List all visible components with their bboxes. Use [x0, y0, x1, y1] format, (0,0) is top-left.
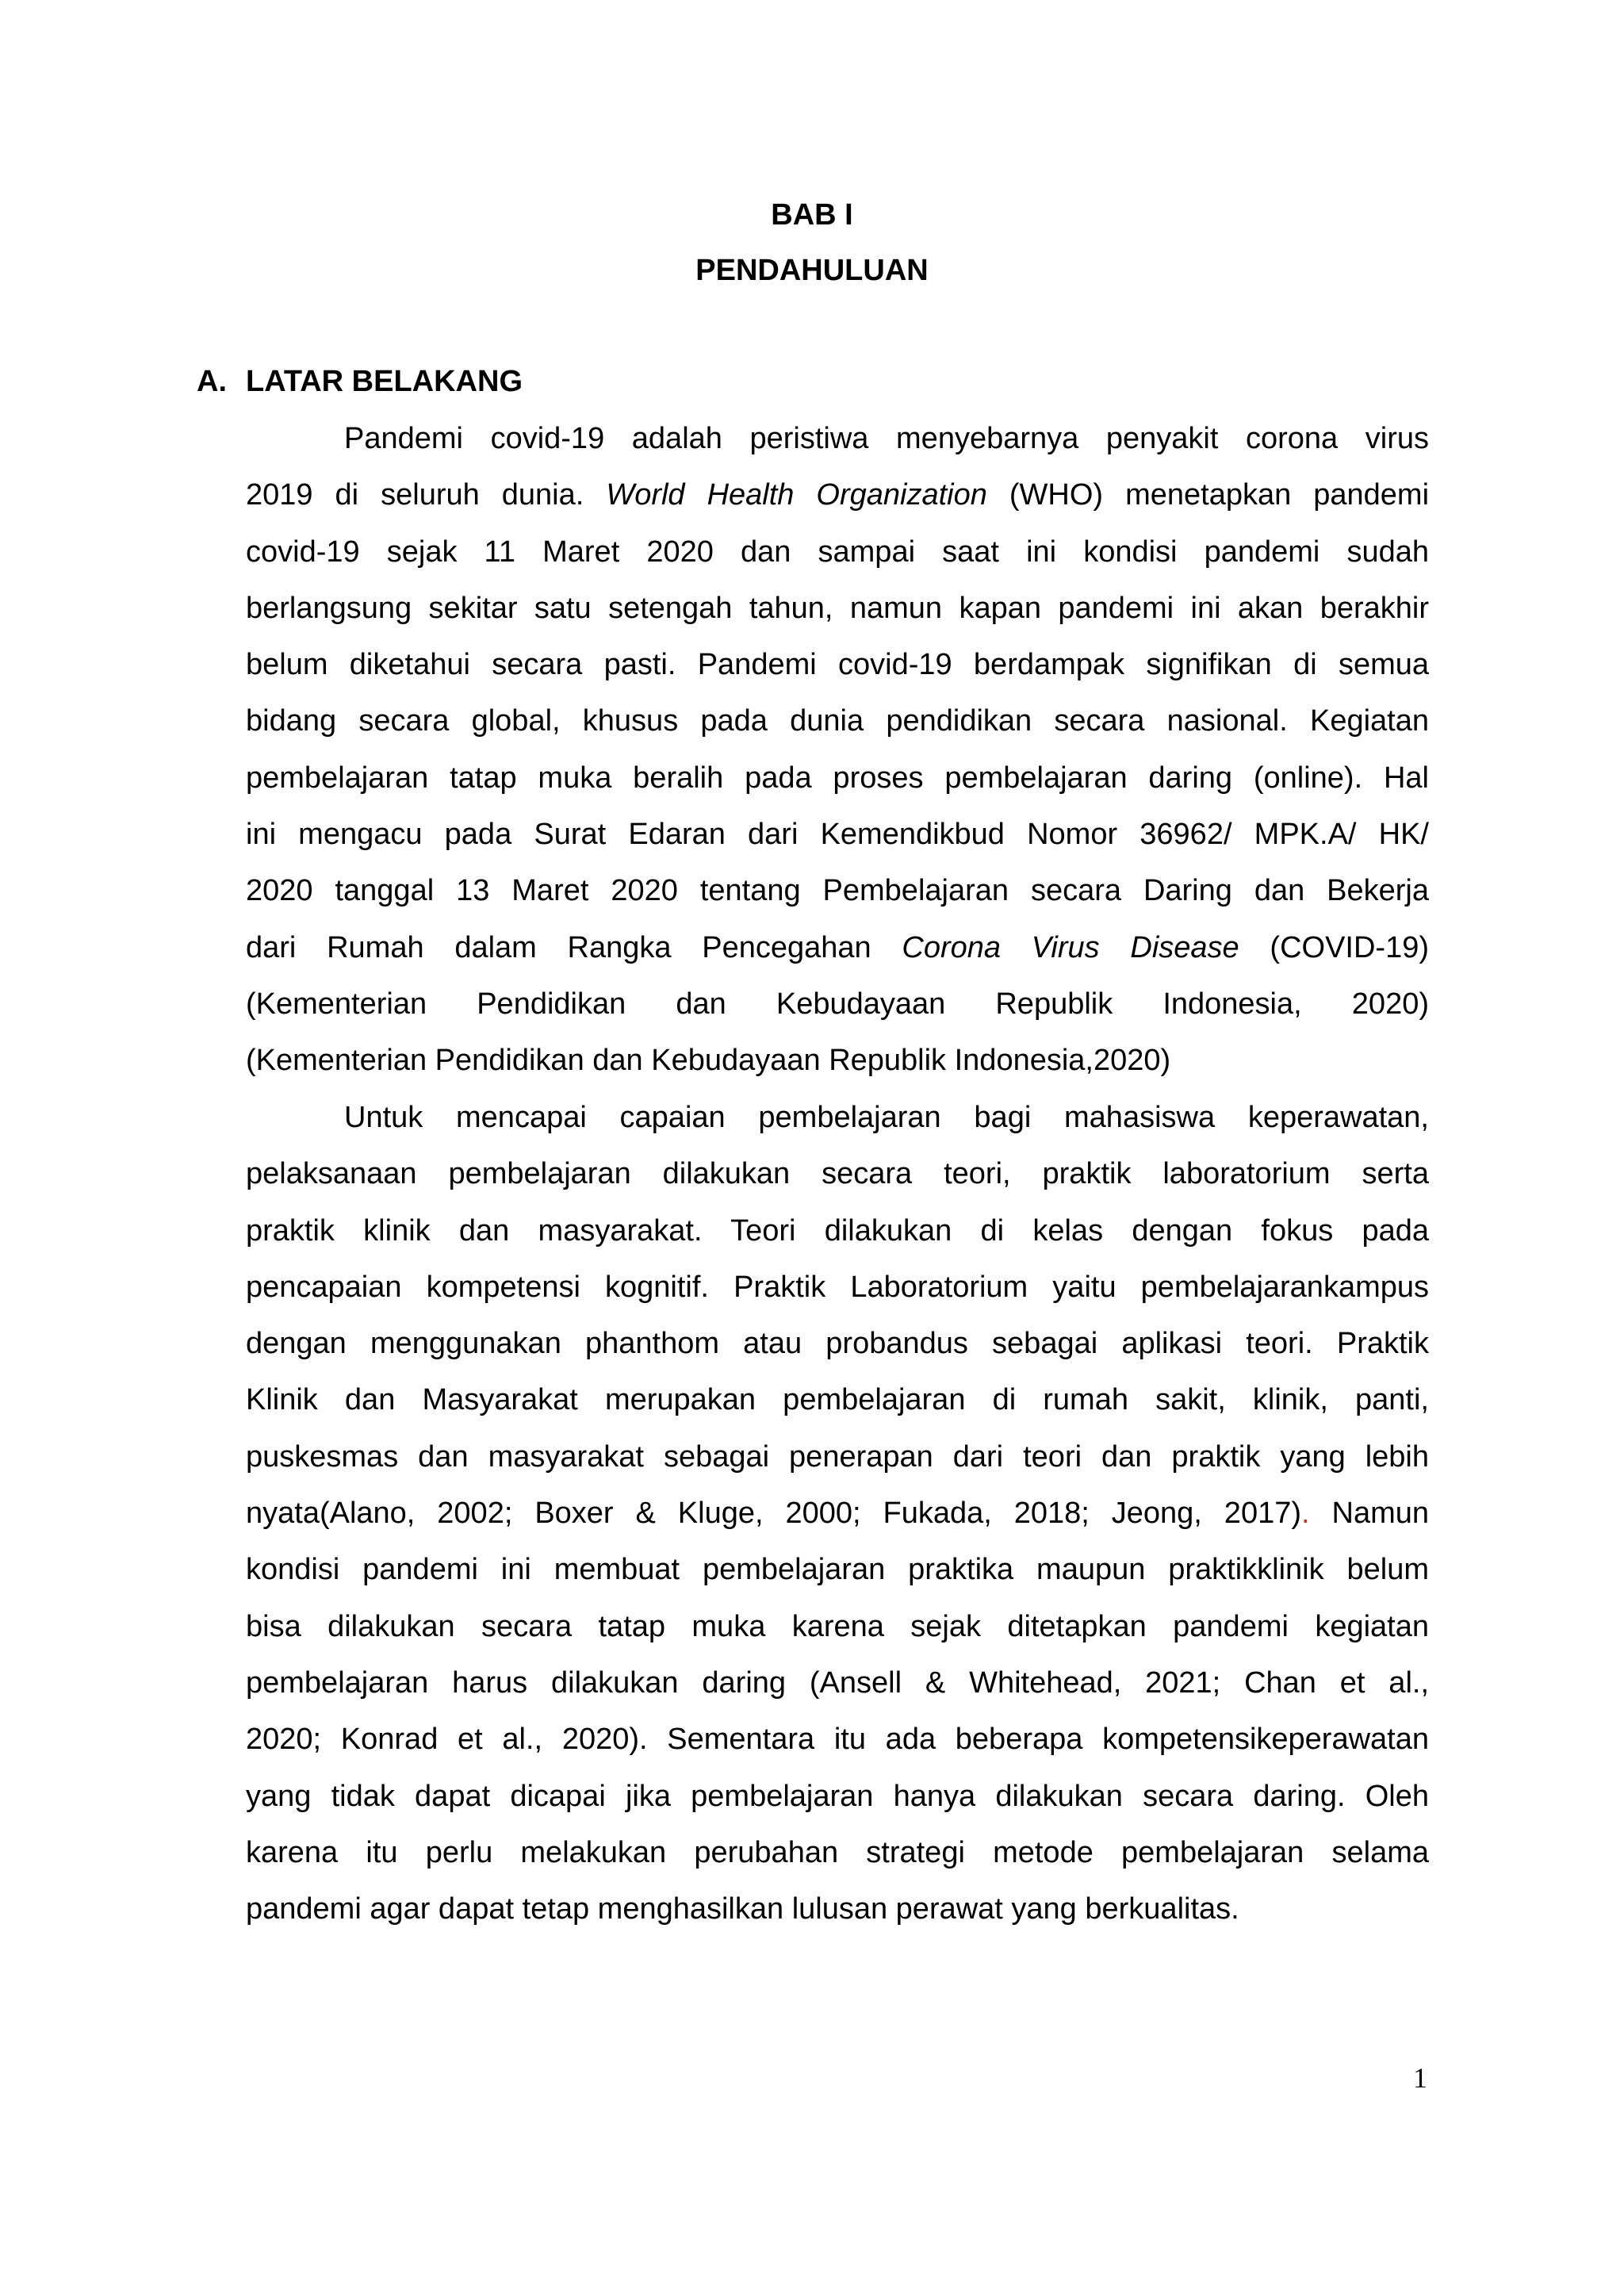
paragraph-line: puskesmas dan masyarakat sebagai penerapan dari teori dan praktik yang lebih	[246, 1439, 1429, 1474]
chapter-title: PENDAHULUAN	[695, 254, 929, 287]
paragraph-line	[246, 467, 1429, 523]
paragraph-line: pembelajaran tatap muka beralih pada proses pembelajaran daring (online). Hal	[246, 761, 1429, 795]
text-run: (WHO) menetapkan pandemi	[986, 478, 1430, 512]
text-run: dari Rumah dalam Rangka Pencegahan	[246, 930, 902, 964]
paragraph-line: ini mengacu pada Surat Edaran dari Kemendikbud Nomor 36962/ MPK.A/ HK/	[246, 818, 1429, 852]
page-number: 1	[1413, 2062, 1427, 2094]
paragraph-line: berlangsung sekitar satu setengah tahun, namun kapan pandemi ini akan berakhir	[246, 591, 1429, 625]
chapter-number: BAB I	[771, 198, 853, 232]
section-marker: A.	[197, 365, 227, 398]
paragraph-background	[246, 411, 1429, 1090]
paragraph-line: bidang secara global, khusus pada dunia pendidikan secara nasional. Kegiatan	[246, 704, 1429, 738]
italic-term: Corona Virus Disease	[902, 930, 1239, 964]
paragraph-objectives	[246, 1090, 1429, 1938]
paragraph-line: praktik klinik dan masyarakat. Teori dilakukan di kelas dengan fokus pada	[246, 1213, 1429, 1248]
text-run: 2019 di seluruh dunia.	[246, 478, 607, 512]
paragraph-line: pencapaian kompetensi kognitif. Praktik Laboratorium yaitu pembelajarankampus	[246, 1270, 1429, 1304]
paragraph-line: pelaksanaan pembelajaran dilakukan secara teori, praktik laboratorium serta	[246, 1157, 1429, 1191]
paragraph-line: (Kementerian Pendidikan dan Kebudayaan Republik Indonesia, 2020)	[246, 987, 1429, 1021]
paragraph-line: Untuk mencapai capaian pembelajaran bagi mahasiswa keperawatan,	[344, 1101, 1429, 1134]
section-title: LATAR BELAKANG	[246, 365, 523, 398]
paragraph-line: covid-19 sejak 11 Maret 2020 dan sampai saat ini kondisi pandemi sudah	[246, 535, 1429, 569]
paragraph-line	[246, 920, 1429, 976]
paragraph-line: pembelajaran harus dilakukan daring (Ansell & Whitehead, 2021; Chan et al.,	[246, 1665, 1429, 1700]
paragraph-line: kondisi pandemi ini membuat pembelajaran praktika maupun praktikklinik belum	[246, 1553, 1429, 1587]
italic-term: World Health Organization	[606, 478, 987, 512]
paragraph-line: Pandemi covid-19 adalah peristiwa menyebarnya penyakit corona virus	[344, 422, 1429, 455]
paragraph-line	[246, 1485, 1429, 1542]
paragraph-line: bisa dilakukan secara tatap muka karena sejak ditetapkan pandemi kegiatan	[246, 1609, 1429, 1643]
text-run: (COVID-19)	[1239, 930, 1429, 964]
paragraph-line: belum diketahui secara pasti. Pandemi covid-19 berdampak signifikan di semua	[246, 648, 1429, 682]
paragraph-line: pandemi agar dapat tetap menghasilkan lulusan perawat yang berkualitas.	[246, 1892, 1239, 1926]
section-heading	[197, 363, 523, 400]
red-period: .	[1301, 1497, 1310, 1531]
text-run: nyata(Alano, 2002; Boxer & Kluge, 2000; Fukada, 2018; Jeong, 2017)	[246, 1497, 1301, 1531]
paragraph-line: (Kementerian Pendidikan dan Kebudayaan Republik Indonesia,2020)	[246, 1044, 1171, 1078]
paragraph-line: dengan menggunakan phanthom atau probandus sebagai aplikasi teori. Praktik	[246, 1327, 1429, 1361]
paragraph-line: yang tidak dapat dicapai jika pembelajaran hanya dilakukan secara daring. Oleh	[246, 1779, 1429, 1813]
text-run: Namun	[1309, 1497, 1429, 1531]
paragraph-line: 2020; Konrad et al., 2020). Sementara itu ada beberapa kompetensikeperawatan	[246, 1723, 1429, 1757]
paragraph-line: 2020 tanggal 13 Maret 2020 tentang Pembelajaran secara Daring dan Bekerja	[246, 874, 1429, 908]
paragraph-line: Klinik dan Masyarakat merupakan pembelajaran di rumah sakit, klinik, panti,	[246, 1383, 1429, 1417]
paragraph-line: karena itu perlu melakukan perubahan strategi metode pembelajaran selama	[246, 1835, 1429, 1869]
